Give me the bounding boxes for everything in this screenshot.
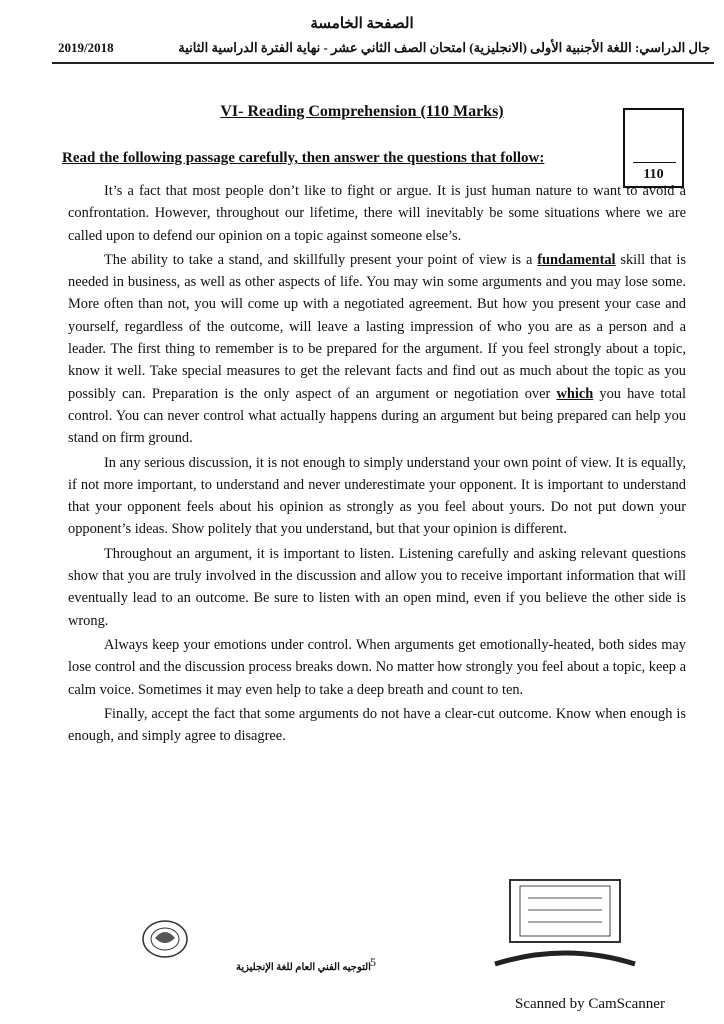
paragraph-6: Finally, accept the fact that some arguments do not have a clear-cut outcome. Know when enough is enough, and simply agree to disagree.: [68, 705, 686, 745]
paragraph-2-text-b: skill that is needed in business, as well as other aspects of life. You may win some arguments and you may lose some. More often than not, you will come up with a negotiated agreement. But how you present your case and yourself, regardless of the outcome, will leave a lasting impression of who you are as a person and a leader. The first thing to remember is to be prepared for the argument. If you feel strongly about a topic, know it well. Take special measures to get the relevant facts and find out as much about the topic as you possibly can. Preparation is the only aspect of an argument or negotiation over: [68, 251, 686, 402]
exam-title-arabic: جال الدراسي: اللغة الأجنبية الأولى (الانجليزية) امتحان الصف الثاني عشر - نهاية الفترة الدراسية الثانية: [178, 40, 710, 55]
marks-total: 110: [643, 167, 664, 182]
paragraph-3: In any serious discussion, it is not enough to simply understand your own point of view. It is equally, if not more important, to understand and never underestimate your opponent. It is important to understand that your opponent feels about his opinion as strongly as you feel about yours. Do not put down your opponent’s ideas. Show politely that you understand, but that your opinion is different.: [68, 454, 686, 538]
paragraph-1: It’s a fact that most people don’t like to fight or argue. It is just human nature to want to avoid a confrontation. However, throughout our lifetime, there will inevitably be some situations where we are called upon to defend our opinion on a topic against someone else’s.: [68, 183, 686, 244]
paragraph-2-text-c: you have total control. You can never control what actually happens during an argument but being prepared can help you stand on firm ground.: [68, 385, 686, 447]
marks-box: [623, 108, 684, 188]
scanner-watermark: Scanned by CamScanner: [515, 996, 665, 1012]
page-number: 5: [370, 955, 376, 969]
ministry-logo-icon: [140, 918, 190, 960]
paragraph-4: Throughout an argument, it is important to listen. Listening carefully and asking relevant questions show that you are truly involved in the discussion and allow you to receive important information that will eventually lead to an outcome. Be sure to listen with an open mind, even if you believe the other side is wrong.: [68, 545, 686, 629]
reading-passage: [68, 180, 686, 749]
grading-stamp-icon: [490, 872, 640, 972]
keyword-fundamental: fundamental: [537, 251, 616, 268]
instruction-text: Read the following passage carefully, then answer the questions that follow:: [62, 150, 545, 166]
header-divider: [52, 62, 714, 64]
keyword-which: which: [556, 385, 594, 402]
marks-divider: [633, 162, 676, 163]
paragraph-2-text-a: The ability to take a stand, and skillfully present your point of view is a: [104, 251, 538, 268]
ministry-footer-text: التوجيه الفني العام للغة الإنجليزية: [236, 962, 371, 973]
header-arabic-title: الصفحة الخامسة: [310, 16, 414, 32]
paragraph-5: Always keep your emotions under control. When arguments get emotionally-heated, both sides may lose control and the discussion process breaks down. No matter how strongly you feel about a topic, keep a calm voice. Sometimes it may even help to take a deep breath and count to ten.: [68, 636, 686, 698]
paragraph-2: [68, 249, 686, 450]
section-title: VI- Reading Comprehension (110 Marks): [220, 103, 504, 120]
academic-year: 2019/2018: [58, 40, 114, 55]
